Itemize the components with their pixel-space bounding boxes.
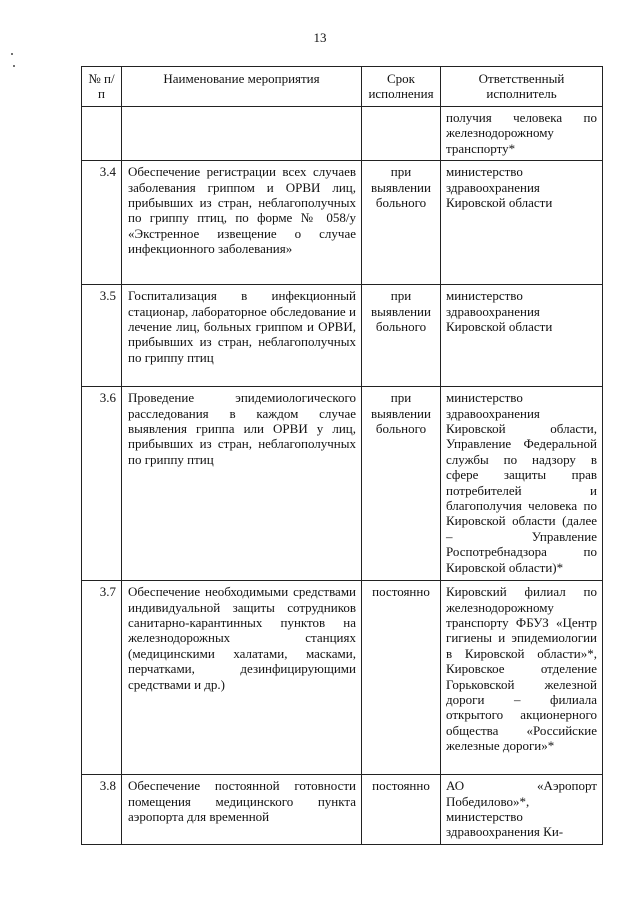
table-row — [82, 107, 603, 161]
row-number: 3.7 — [82, 581, 122, 775]
table-row — [82, 161, 603, 285]
row-number: 3.8 — [82, 775, 122, 845]
header-num: № п/п — [82, 67, 122, 107]
table-row — [82, 581, 603, 775]
table-row — [82, 387, 603, 581]
header-name: Наименование мероприятия — [122, 67, 362, 107]
term: при выявлении больного — [362, 285, 441, 387]
term: при выявлении больного — [362, 387, 441, 581]
measure-name: Проведение эпидемиологического расследования в каждом случае выявления гриппа или ОРВИ у лиц, прибывших из стран, неблагополучных по гриппу птиц — [122, 387, 362, 581]
page-number: 13 — [313, 30, 327, 45]
responsible: министерство здравоохранения Кировской области — [441, 161, 603, 285]
responsible: получия человека по железнодорожному транспорту* — [441, 107, 603, 161]
term: постоянно — [362, 581, 441, 775]
table-header-row — [82, 67, 603, 107]
measure-name: Госпитализация в инфекционный стационар, лабораторное обследование и лечение лиц, больных гриппом и ОРВИ, прибывших из стран, неблагополучных по гриппу птиц — [122, 285, 362, 387]
responsible: министерство здравоохранения Кировской области — [441, 285, 603, 387]
measures-table — [81, 66, 603, 845]
term — [362, 107, 441, 161]
measure-name: Обеспечение необходимыми средствами индивидуальной защиты сотрудников санитарно-карантинных пунктов на железнодорожных станциях (медицинскими халатами, масками, перчатками, дезинфицирующими средствами и др.) — [122, 581, 362, 775]
header-resp: Ответственный исполнитель — [441, 67, 603, 107]
table-row — [82, 775, 603, 845]
row-number: 3.4 — [82, 161, 122, 285]
term: постоянно — [362, 775, 441, 845]
row-number — [82, 107, 122, 161]
responsible: АО «Аэропорт Победилово»*, министерство здравоохранения Ки- — [441, 775, 603, 845]
margin-mark-1 — [11, 53, 13, 55]
measure-name: Обеспечение регистрации всех случаев заболевания гриппом и ОРВИ лиц, прибывших из стран, неблагополучных по гриппу птиц, по форме № 058/у «Экстренное извещение о случае инфекционного заболевания» — [122, 161, 362, 285]
measure-name — [122, 107, 362, 161]
header-term: Срок исполнения — [362, 67, 441, 107]
row-number: 3.6 — [82, 387, 122, 581]
term: при выявлении больного — [362, 161, 441, 285]
row-number: 3.5 — [82, 285, 122, 387]
responsible: Кировский филиал по железнодорожному транспорту ФБУЗ «Центр гигиены и эпидемиологии в Кировской области»*, Кировское отделение Горьковской железной дороги – филиала открытого акционерного общества «Российские железные дороги»* — [441, 581, 603, 775]
responsible: министерство здравоохранения Кировской области, Управление Федеральной службы по надзору в сфере защиты прав потребителей и благополучия человека по Кировской области (далее – Управление Роспотребнадзора по Кировской области)* — [441, 387, 603, 581]
margin-mark-2 — [13, 65, 15, 67]
table-row — [82, 285, 603, 387]
measure-name: Обеспечение постоянной готовности помещения медицинского пункта аэропорта для временной — [122, 775, 362, 845]
